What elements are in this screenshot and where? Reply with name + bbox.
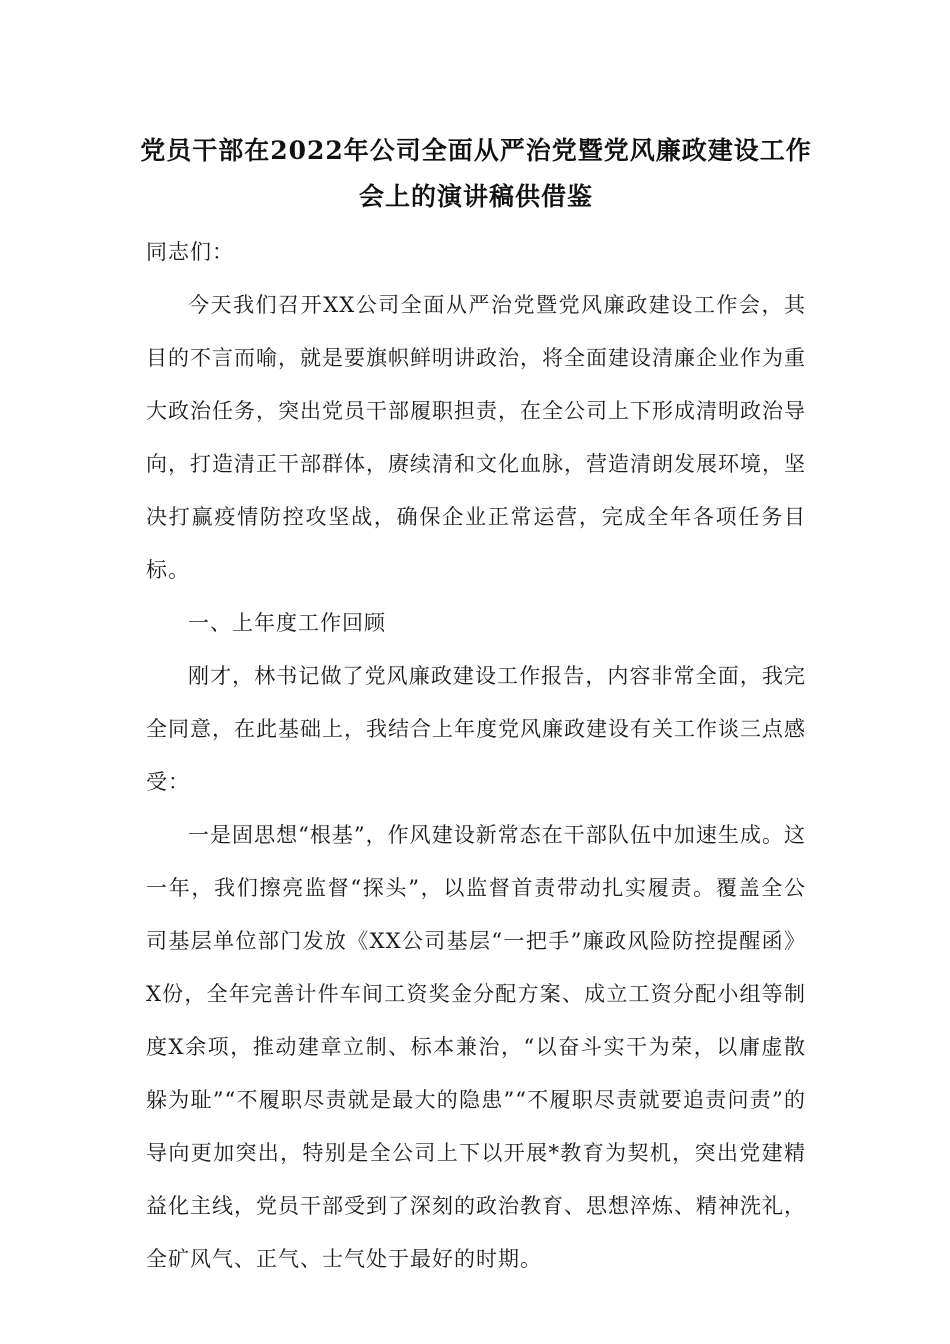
document-page (140, 128, 812, 1286)
document-title (140, 128, 812, 220)
paragraph-point-one: 一是固思想“根基”，作风建设新常态在干部队伍中加速生成。这一年，我们擦亮监督“探头”，以监督首责带动扎实履责。覆盖全公司基层单位部门发放《XX公司基层“一把手”廉政风险防控提醒函》X份，全年完善计件车间工资奖金分配方案、成立工资分配小组等制度X余项，推动建章立制、标本兼治，“以奋斗实干为荣，以庸虚散躲为耻”“不履职尽责就是最大的隐患”“不履职尽责就要追责问责”的导向更加突出，特别是全公司上下以开展*教育为契机，突出党建精益化主线，党员干部受到了深刻的政治教育、思想淬炼、精神洗礼，全矿风气、正气、士气处于最好的时期。 (146, 823, 806, 1271)
section-heading: 一、上年度工作回顾 (188, 611, 386, 635)
document-body (146, 226, 806, 1286)
paragraph-intro: 今天我们召开XX公司全面从严治党暨党风廉政建设工作会，其目的不言而喻，就是要旗帜鲜明讲政治，将全面建设清廉企业作为重大政治任务，突出党员干部履职担责，在全公司上下形成清明政治导向，打造清正干部群体，赓续清和文化血脉，营造清朗发展环境，坚决打赢疫情防控攻坚战，确保企业正常运营，完成全年各项任务目标。 (146, 293, 806, 582)
title-line-2: 会上的演讲稿供借鉴 (358, 182, 593, 211)
paragraph-review: 刚才，林书记做了党风廉政建设工作报告，内容非常全面，我完全同意，在此基础上，我结合上年度党风廉政建设有关工作谈三点感受： (146, 664, 806, 794)
title-line-1: 党员干部在2022年公司全面从严治党暨党风廉政建设工作 (140, 136, 812, 165)
greeting: 同志们： (146, 240, 234, 264)
